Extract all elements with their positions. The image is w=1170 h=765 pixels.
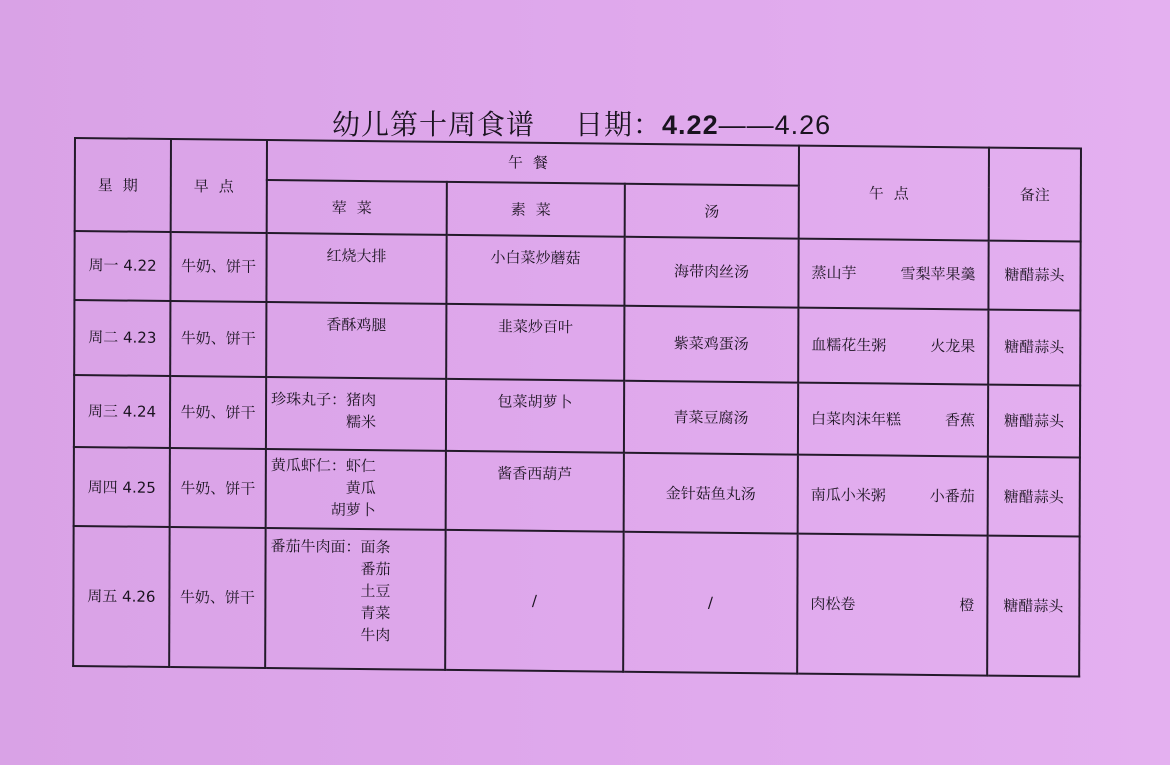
date-start: 4.22	[662, 110, 719, 140]
snack-a: 血糯花生粥	[811, 335, 887, 355]
note-cell: 糖醋蒜头	[988, 241, 1080, 311]
note-cell: 糖醋蒜头	[987, 536, 1079, 677]
table-row	[74, 447, 1080, 536]
table-row	[73, 526, 1079, 676]
meat-cell: 红烧大排	[266, 233, 446, 304]
veg-cell: 包菜胡萝卜	[446, 379, 624, 454]
menu-table	[72, 137, 1082, 678]
snack-b: 橙	[959, 596, 975, 615]
day-cell: 周一 4.22	[74, 231, 170, 301]
snack-a: 白菜肉沫年糕	[811, 409, 902, 429]
veg-cell: /	[445, 530, 623, 671]
veg-cell: 酱香西葫芦	[446, 451, 624, 532]
header-soup: 汤	[625, 184, 799, 238]
note-cell: 糖醋蒜头	[988, 384, 1080, 458]
meat-cell: 珍珠丸子：猪肉 糯米	[266, 377, 446, 452]
snack-cell	[798, 455, 988, 536]
snack-b: 香蕉	[945, 411, 976, 430]
table-row	[74, 375, 1080, 458]
snack-cell	[798, 239, 988, 310]
soup-cell: 青菜豆腐汤	[624, 380, 798, 455]
header-lunch: 午餐	[267, 140, 799, 186]
table-row	[74, 231, 1080, 310]
snack-b: 雪梨苹果羹	[900, 265, 976, 284]
title-main: 幼儿第十周食谱	[332, 108, 536, 141]
header-veg: 素菜	[447, 182, 625, 236]
note-cell: 糖醋蒜头	[988, 457, 1080, 537]
header-meat: 荤菜	[267, 180, 447, 234]
day-cell: 周四 4.25	[74, 447, 170, 527]
day-cell: 周二 4.23	[74, 300, 170, 376]
header-notes: 备注	[989, 148, 1081, 242]
day-cell: 周五 4.26	[73, 526, 169, 667]
veg-cell: 小白菜炒蘑菇	[446, 235, 624, 306]
meat-cell: 黄瓜虾仁：虾仁 黄瓜 胡萝卜	[266, 449, 446, 530]
date-dash: ——	[718, 110, 775, 140]
page-title	[332, 103, 831, 143]
snack-b: 小番茄	[929, 486, 975, 506]
breakfast-cell: 牛奶、饼干	[170, 301, 266, 377]
meat-cell: 香酥鸡腿	[266, 302, 446, 379]
soup-cell: 海带肉丝汤	[624, 237, 798, 308]
header-breakfast: 早点	[171, 139, 267, 233]
date-end: 4.26	[774, 110, 832, 140]
soup-cell: 金针菇鱼丸汤	[624, 453, 798, 534]
breakfast-cell: 牛奶、饼干	[169, 527, 265, 668]
breakfast-cell: 牛奶、饼干	[170, 232, 266, 302]
breakfast-cell: 牛奶、饼干	[170, 376, 266, 450]
table-row	[74, 300, 1080, 385]
soup-cell: 紫菜鸡蛋汤	[624, 306, 798, 383]
header-weekday: 星期	[75, 138, 171, 232]
breakfast-cell: 牛奶、饼干	[170, 448, 266, 528]
note-cell: 糖醋蒜头	[988, 309, 1080, 385]
date-label: 日期：	[575, 108, 663, 141]
meat-cell: 番茄牛肉面：面条 番茄 土豆 青菜 牛肉	[265, 528, 445, 670]
snack-a: 肉松卷	[810, 594, 856, 614]
day-cell: 周三 4.24	[74, 375, 170, 449]
snack-cell	[797, 534, 987, 676]
soup-cell: /	[623, 532, 798, 673]
snack-b: 火龙果	[930, 337, 976, 356]
snack-a: 蒸山芋	[811, 264, 857, 283]
snack-a: 南瓜小米粥	[810, 485, 886, 505]
snack-cell	[798, 382, 988, 457]
veg-cell: 韭菜炒百叶	[446, 304, 624, 381]
snack-cell	[798, 307, 988, 384]
header-afternoon-snack: 午点	[799, 146, 989, 241]
